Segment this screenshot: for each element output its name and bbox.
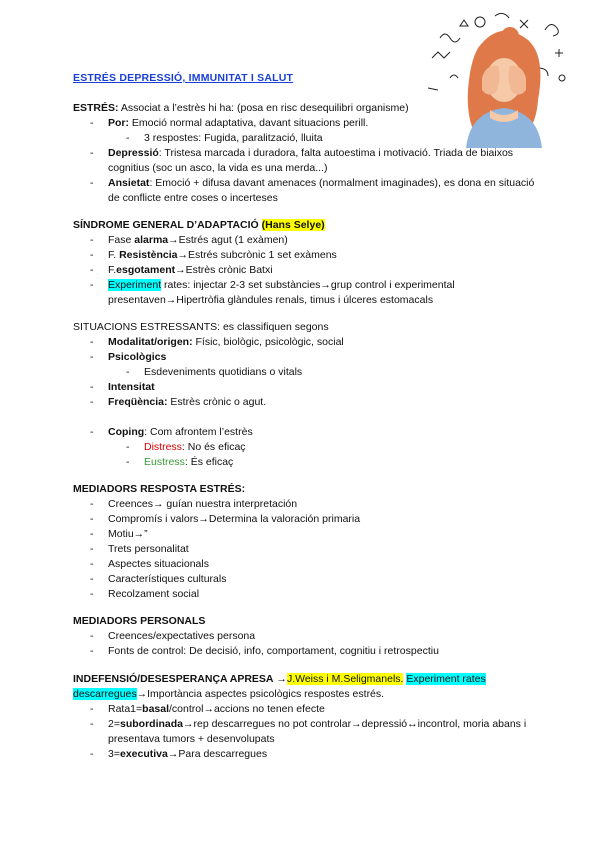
spacer <box>73 410 543 425</box>
indefensio-intro: INDEFENSIÓ/DESESPERANÇA APRESA →J.Weiss i M.Seligmanels. Experiment rates descarregues→Importància aspectes psicològics respostes estrés. <box>73 673 486 700</box>
list-item: - Por: Emoció normal adaptativa, davant situacions perill. <box>73 116 543 131</box>
list-item: - Fase alarma→Estrés agut (1 exàmen) <box>73 233 543 248</box>
situacions-list <box>73 335 543 470</box>
list-item: - Psicològics <box>73 350 543 365</box>
list-item: - Compromís i valors→Determina la valoración primaria <box>73 512 543 527</box>
list-item: - Experiment rates: injectar 2-3 set substàncies→grup control i experimental presentaven→Hipertròfia glàndules renals, timus i úlceres estomacals <box>73 278 543 308</box>
list-item: - Coping: Com afrontem l’estrès <box>73 425 543 440</box>
mediadors-personals-list <box>73 629 543 659</box>
estres-list <box>73 116 543 206</box>
list-subitem: - Eustress: És eficaç <box>73 455 543 470</box>
list-item: - 3=executiva→Para descarregues <box>73 747 543 762</box>
list-item: - Característiques culturals <box>73 572 543 587</box>
list-item: - F. Resistència→Estrés subcrònic 1 set exàmens <box>73 248 543 263</box>
list-item: - Fonts de control: De decisió, info, comportament, cognitiu i retrospectiu <box>73 644 543 659</box>
sindrome-heading: SÍNDROME GENERAL D’ADAPTACIÓ (Hans Selye) <box>73 219 325 231</box>
list-subitem: - 3 respostes: Fugida, paralització, lluita <box>73 131 543 146</box>
list-item: - Rata1=basal/control→accions no tenen efecte <box>73 702 543 717</box>
mediadors-personals-section <box>73 614 543 659</box>
list-item: - Motiu→” <box>73 527 543 542</box>
situacions-section <box>73 320 543 470</box>
mediadors-resposta-list <box>73 497 543 602</box>
indefensio-section <box>73 672 543 762</box>
mediadors-resposta-heading: MEDIADORS RESPOSTA ESTRÉS: <box>73 483 246 495</box>
list-item: - Trets personalitat <box>73 542 543 557</box>
list-item: - Recolzament social <box>73 587 543 602</box>
list-item: - Aspectes situacionals <box>73 557 543 572</box>
list-item: - Creences→ guían nuestra interpretación <box>73 497 543 512</box>
estres-intro: ESTRÉS: Associat a l’estrès hi ha: (posa en risc desequilibri organisme) <box>73 102 409 114</box>
list-subitem: - Esdeveniments quotidians o vitals <box>73 365 543 380</box>
sindrome-section <box>73 218 543 308</box>
list-item: - Intensitat <box>73 380 543 395</box>
list-item: - Freqüència: Estrès crònic o agut. <box>73 395 543 410</box>
sindrome-list <box>73 233 543 308</box>
estres-heading: ESTRÉS: <box>73 102 119 114</box>
indefensio-list <box>73 702 543 762</box>
mediadors-personals-heading: MEDIADORS PERSONALS <box>73 615 206 627</box>
document-title: ESTRÉS DEPRESSIÓ, IMMUNITAT I SALUT <box>73 72 294 84</box>
mediadors-resposta-section <box>73 482 543 602</box>
indefensio-heading: INDEFENSIÓ/DESESPERANÇA APRESA <box>73 673 274 685</box>
list-item: - Creences/expectatives persona <box>73 629 543 644</box>
list-item: - Ansietat: Emoció + difusa davant amenaces (normalment imaginades), es dona en situació de conflicte entre coses o incerteses <box>73 176 543 206</box>
estres-section <box>73 101 543 206</box>
list-item: - Modalitat/origen: Físic, biològic, psicològic, social <box>73 335 543 350</box>
situacions-heading: SITUACIONS ESTRESSANTS: es classifiquen segons <box>73 321 329 333</box>
sindrome-author: (Hans Selye) <box>261 219 325 231</box>
indefensio-authors: J.Weiss i M.Seligmanels. <box>286 673 404 685</box>
list-subitem: - Distress: No és eficaç <box>73 440 543 455</box>
list-item: - Depressió: Tristesa marcada i duradora, falta autoestima i motivació. Triada de biaixos cognitius (soc un asco, la vida es una merda...) <box>73 146 543 176</box>
list-item: - F.esgotament→Estrès crònic Batxi <box>73 263 543 278</box>
indefensio-experiment: Experiment rates descarregues <box>73 673 486 700</box>
list-item: - 2=subordinada→rep descarregues no pot controlar→depressió↔incontrol, moria abans i presentava tumors + desenvolupats <box>73 717 543 747</box>
